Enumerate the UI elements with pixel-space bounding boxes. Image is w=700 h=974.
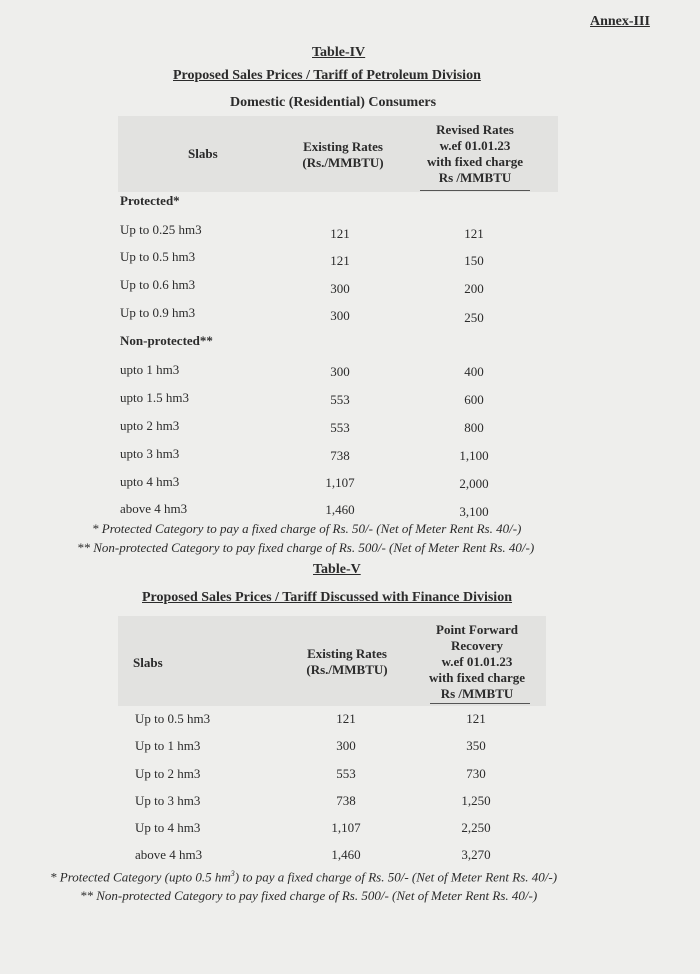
table4-row-slab: upto 4 hm3 [120, 474, 180, 489]
table4-row-existing: 121 [330, 226, 350, 241]
table4-row-revised: 800 [464, 420, 484, 435]
table5-header-pf-line5: Rs /MMBTU [440, 686, 514, 701]
table4-header-existing-line2: (Rs./MMBTU) [302, 155, 384, 170]
table4-row-revised: 250 [464, 310, 484, 325]
table5-row-revised: 730 [466, 766, 486, 781]
table5-title: Proposed Sales Prices / Tariff Discussed with Finance Division [142, 590, 512, 605]
table4-row-slab: upto 2 hm3 [120, 418, 180, 433]
table4-row-slab: Up to 0.9 hm3 [120, 305, 196, 320]
table4-row-existing: 300 [330, 308, 350, 323]
table4-header-slabs: Slabs [188, 146, 218, 161]
table4-header-revised [412, 122, 538, 186]
table4-header-revised-line3: with fixed charge [426, 154, 524, 169]
table4-row-slab: Up to 0.6 hm3 [120, 277, 196, 292]
table4-row-existing: 1,460 [325, 502, 355, 517]
table5-label: Table-V [313, 562, 361, 577]
table4-row-existing: 121 [330, 253, 350, 268]
table5-row-existing: 300 [336, 738, 356, 753]
table5-row-slab: Up to 3 hm3 [135, 793, 201, 808]
table4-title: Proposed Sales Prices / Tariff of Petroleum Division [173, 68, 481, 83]
table5-note-protected-sup: 3 [230, 869, 235, 878]
table5-header-pf-line1: Point Forward [436, 622, 518, 637]
table4-row-revised: 200 [464, 281, 484, 296]
table4-row-revised: 3,100 [459, 504, 489, 519]
table5-row-revised: 1,250 [461, 793, 491, 808]
table5-header-existing [292, 646, 402, 678]
table4-row-slab: upto 3 hm3 [120, 446, 180, 461]
table5-row-slab: Up to 2 hm3 [135, 766, 201, 781]
table4-header-revised-line2: w.ef 01.01.23 [439, 138, 511, 153]
table4-subtitle: Domestic (Residential) Consumers [230, 95, 437, 110]
table4-header-revised-line4: Rs /MMBTU [438, 170, 512, 185]
table5-row-revised: 350 [466, 738, 486, 753]
table5-note-protected [50, 869, 557, 885]
table4-row-revised: 600 [464, 392, 484, 407]
table4-row-existing: 553 [330, 420, 350, 435]
table5-row-existing: 738 [336, 793, 356, 808]
table4-protected-label: Protected* [120, 193, 180, 208]
table5-row-existing: 121 [336, 711, 356, 726]
table4-row-slab: above 4 hm3 [120, 501, 188, 516]
table4-row-existing: 1,107 [325, 475, 355, 490]
table4-header-existing [288, 139, 398, 171]
table5-row-existing: 553 [336, 766, 356, 781]
table4-note-nonprotected: ** Non-protected Category to pay fixed charge of Rs. 500/- (Net of Meter Rent Rs. 40/-) [77, 540, 535, 555]
table4-header-revised-line1: Revised Rates [436, 122, 514, 137]
table4-header-existing-line1: Existing Rates [303, 139, 383, 154]
annex-label: Annex-III [590, 14, 650, 29]
table5-header-existing-line1: Existing Rates [307, 646, 387, 661]
table4-label: Table-IV [312, 45, 366, 60]
table5-note-protected-pre: * Protected Category (upto 0.5 hm [50, 869, 231, 885]
table5-row-slab: Up to 0.5 hm3 [135, 711, 211, 726]
table5-header-slabs: Slabs [133, 655, 163, 670]
table4-header-underline [420, 190, 530, 191]
table5-row-slab: Up to 1 hm3 [135, 738, 201, 753]
table5-row-revised: 3,270 [461, 847, 491, 862]
table5-row-revised: 121 [466, 711, 486, 726]
table4-row-revised: 2,000 [459, 476, 489, 491]
table4-row-revised: 1,100 [459, 448, 489, 463]
table4-row-slab: Up to 0.5 hm3 [120, 249, 196, 264]
table5-header-pointforward [414, 622, 540, 702]
table5-row-slab: above 4 hm3 [135, 847, 203, 862]
table4-row-existing: 738 [330, 448, 350, 463]
table5-note-protected-post: ) to pay a fixed charge of Rs. 50/- (Net of Meter Rent Rs. 40/-) [234, 869, 558, 885]
table4-row-slab: upto 1 hm3 [120, 362, 180, 377]
table5-header-pf-line2: Recovery [451, 638, 503, 653]
table4-row-existing: 553 [330, 392, 350, 407]
table5-row-slab: Up to 4 hm3 [135, 820, 201, 835]
table4-row-existing: 300 [330, 281, 350, 296]
table5-row-revised: 2,250 [461, 820, 491, 835]
table4-row-slab: Up to 0.25 hm3 [120, 222, 202, 237]
table5-header-underline [430, 703, 530, 704]
table4-row-revised: 121 [464, 226, 484, 241]
table4-row-revised: 400 [464, 364, 484, 379]
table4-row-revised: 150 [464, 253, 484, 268]
table5-header-pf-line4: with fixed charge [428, 670, 526, 685]
table5-header-existing-line2: (Rs./MMBTU) [306, 662, 388, 677]
table5-row-existing: 1,460 [331, 847, 361, 862]
table5-row-existing: 1,107 [331, 820, 361, 835]
table4-row-slab: upto 1.5 hm3 [120, 390, 189, 405]
table4-row-existing: 300 [330, 364, 350, 379]
table4-nonprotected-label: Non-protected** [120, 333, 213, 348]
table5-header-pf-line3: w.ef 01.01.23 [441, 654, 513, 669]
table5-note-nonprotected: ** Non-protected Category to pay fixed charge of Rs. 500/- (Net of Meter Rent Rs. 40/-) [80, 888, 538, 903]
table4-note-protected: * Protected Category to pay a fixed charge of Rs. 50/- (Net of Meter Rent Rs. 40/-) [92, 521, 522, 536]
